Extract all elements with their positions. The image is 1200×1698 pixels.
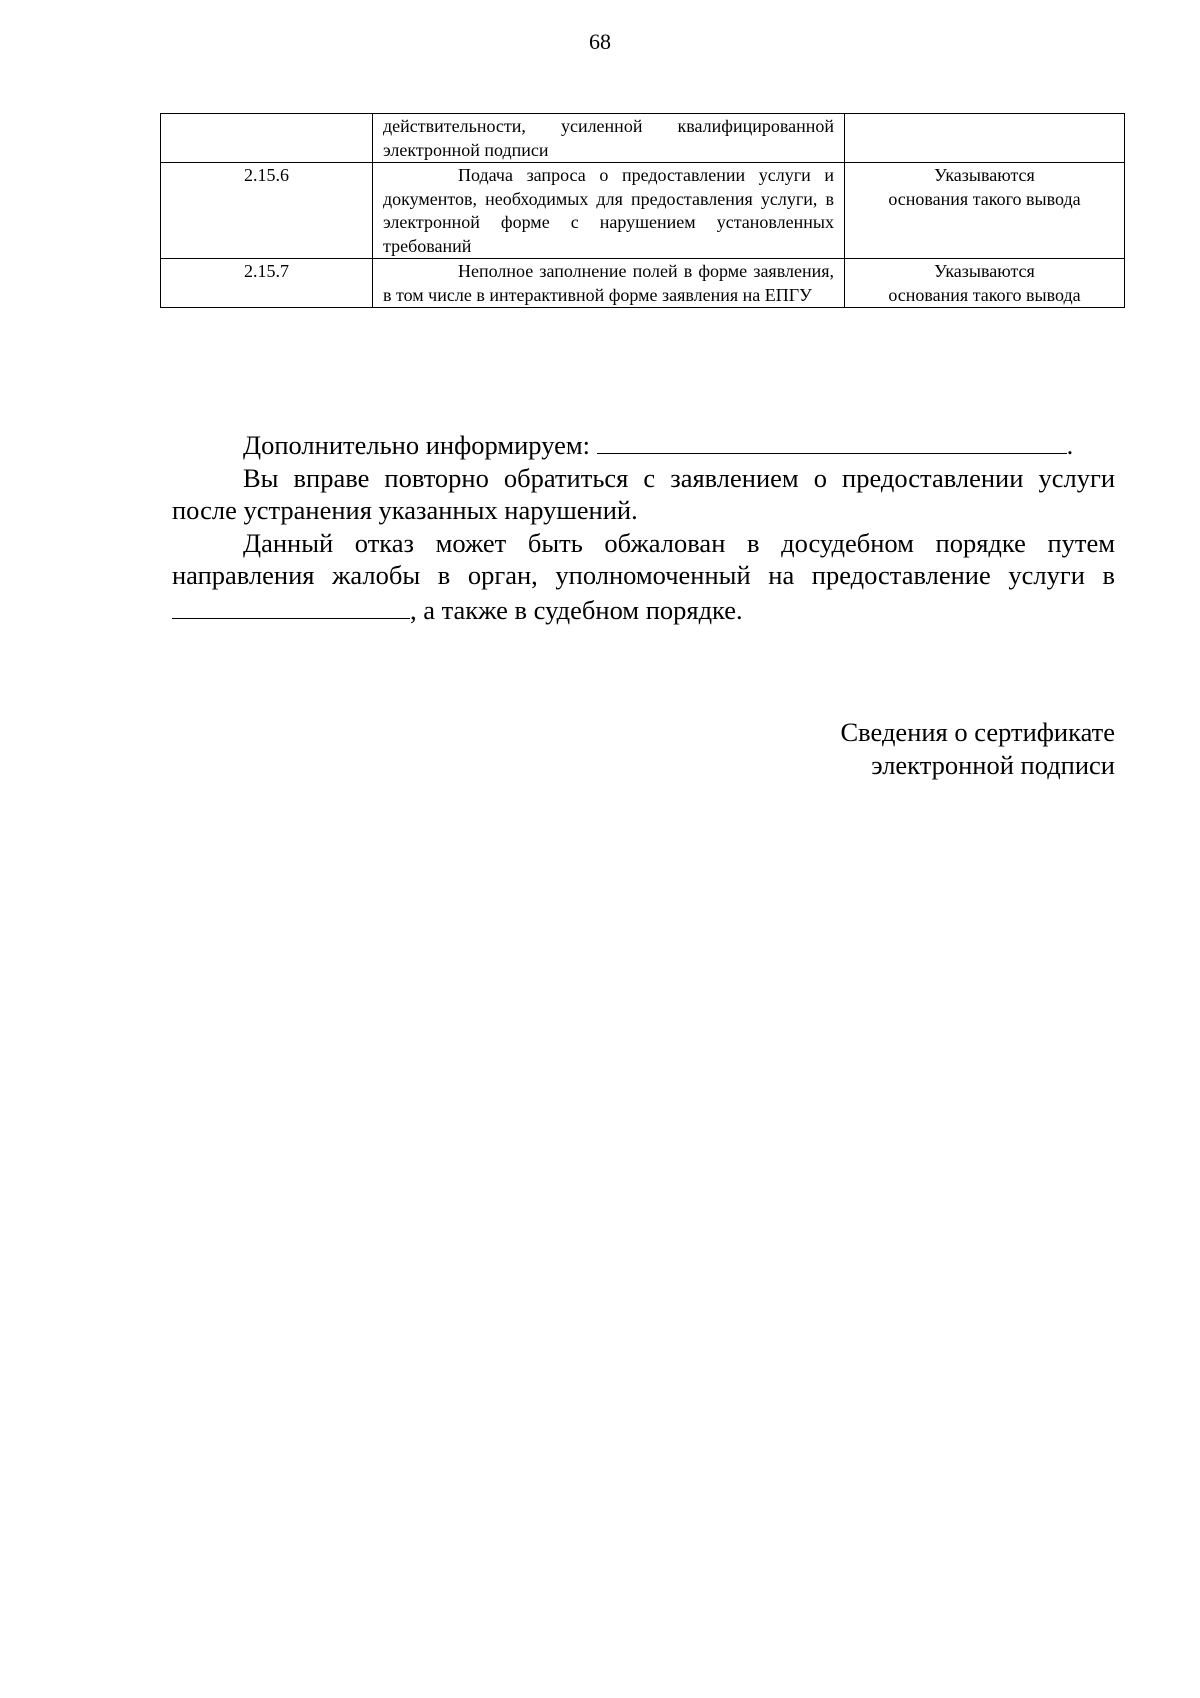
description-line: документов, необходимых для предоставления (383, 188, 753, 209)
additional-info-blank (597, 427, 1067, 454)
description-line: действительности, усиленной квалифицированной (383, 116, 834, 136)
explanation-line: основания такого вывода (888, 188, 1081, 209)
repeat-request-paragraph: Вы вправе повторно обратиться с заявлением о предоставлении услуги после устранения указанных нарушений. (172, 462, 1115, 525)
table-cell-code: 2.15.7 (161, 259, 373, 308)
table-cell-explanation (845, 163, 1125, 259)
additional-info-end: . (1066, 430, 1074, 460)
description-line: установленных требований (383, 212, 834, 256)
refusal-reasons-table (160, 113, 1125, 308)
page-number: 68 (589, 29, 611, 54)
description-line: заявления, в том числе в интерактивной форме (383, 261, 834, 305)
description-line: электронной подписи (383, 139, 549, 160)
description-line: заявления на ЕПГУ (661, 284, 812, 305)
additional-info-paragraph (172, 427, 1115, 462)
appeal-text: Данный отказ может быть обжалован в досудебном порядке путем направления жалобы в орган, уполномоченный на предоставление услуги в (172, 527, 1115, 590)
additional-info-label: Дополнительно информируем: (243, 430, 590, 460)
explanation-line: Указываются (934, 261, 1035, 281)
table-cell-explanation (845, 259, 1125, 308)
description-line: Неполное заполнение полей в форме (458, 261, 748, 281)
table-cell-code (161, 114, 373, 163)
signature-block (841, 716, 1116, 782)
table-cell-explanation (845, 114, 1125, 163)
appeal-end: , а также в судебном порядке. (410, 594, 743, 625)
description-line: услуги, в электронной форме с нарушением (383, 188, 834, 232)
signature-line: Сведения о сертификате (840, 717, 1115, 747)
table-row (161, 259, 1125, 308)
signature-line: электронной подписи (871, 750, 1115, 780)
description-line: Подача запроса о предоставлении услуги и (458, 165, 834, 185)
table-cell-description (373, 114, 845, 163)
table-cell-description (373, 163, 845, 259)
table-cell-description (373, 259, 845, 308)
explanation-line: Указываются (934, 165, 1035, 185)
table-cell-code: 2.15.6 (161, 163, 373, 259)
body-text (172, 427, 1115, 626)
table-row (161, 163, 1125, 259)
appeal-paragraph (172, 527, 1115, 627)
explanation-line: основания такого вывода (888, 284, 1081, 305)
table-row (161, 114, 1125, 163)
appeal-blank (172, 592, 410, 619)
